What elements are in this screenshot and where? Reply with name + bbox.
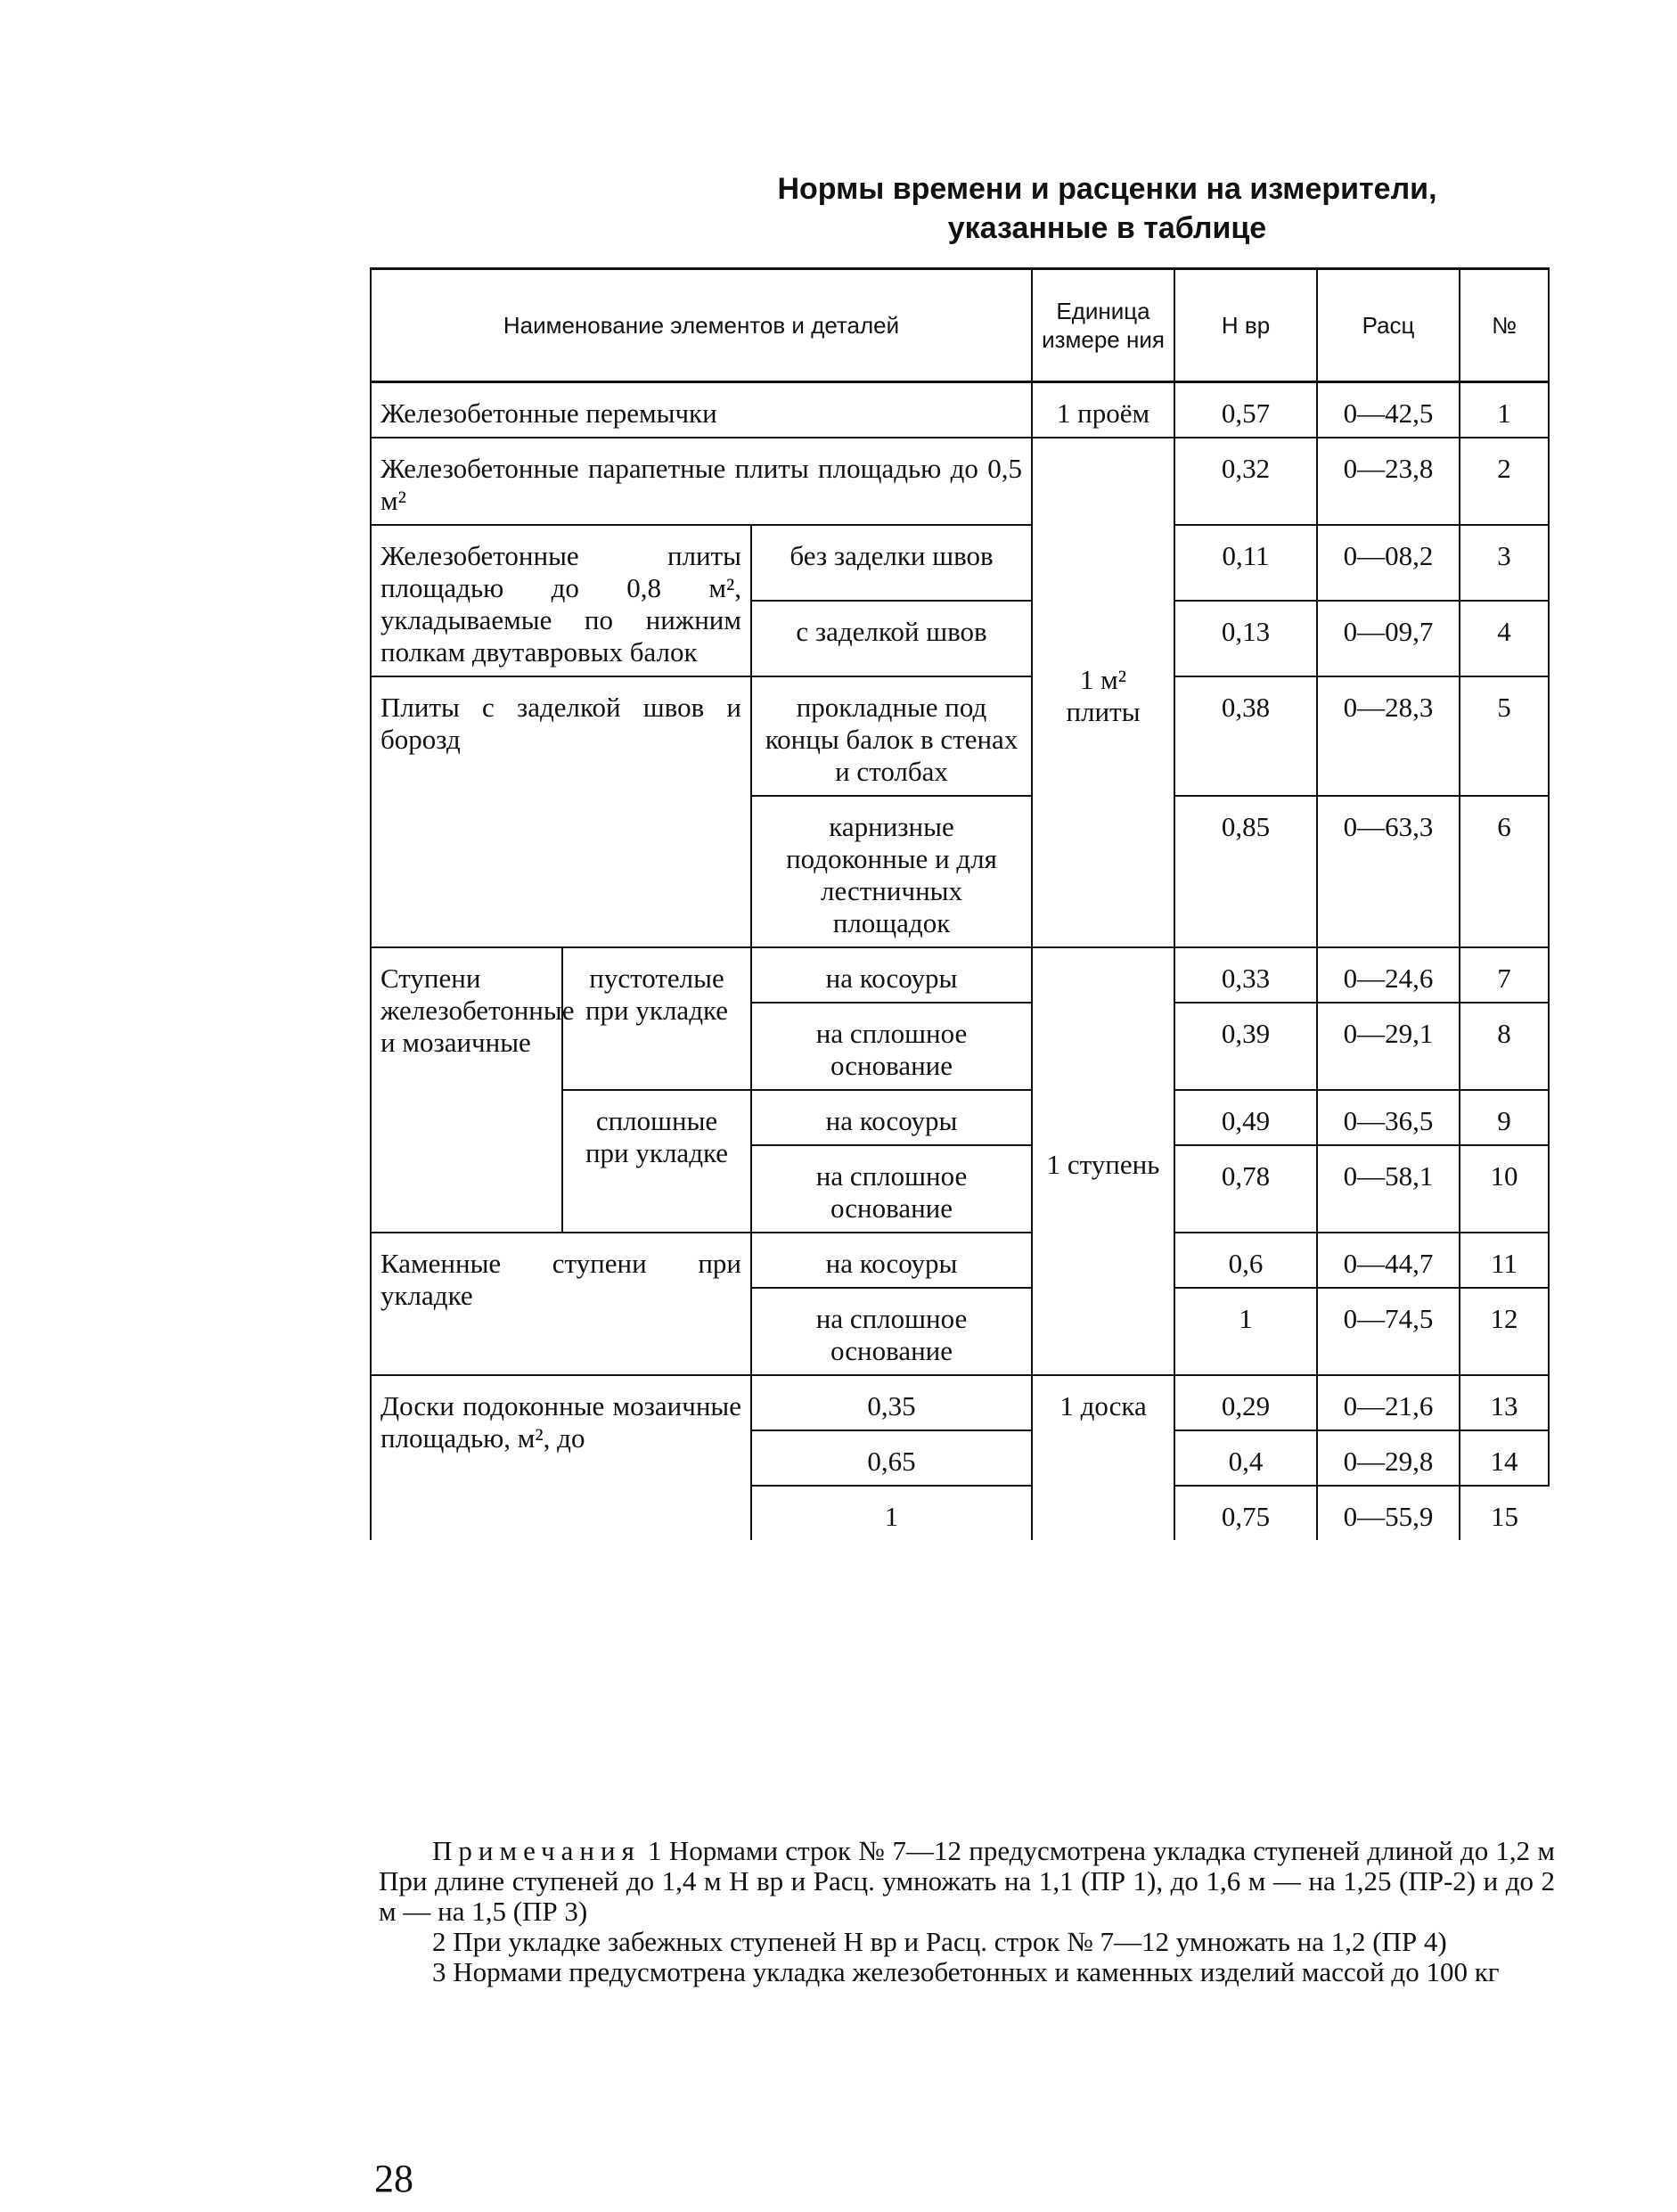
row-8-hvr: 0,39	[1174, 1003, 1317, 1090]
row-12-sub: на сплошное основание	[751, 1288, 1032, 1375]
row-1-name: Железобетонные перемычки	[371, 382, 1032, 438]
note-2: 2 При укладке забежных ступеней Н вр и Расц. строк № 7—12 умножать на 1,2 (ПР 4)	[432, 1926, 1447, 1957]
group-3-name: Железобетонные плиты площадью до 0,8 м², укладываемые по нижним полкам двутавровых балок	[371, 525, 751, 676]
page-number: 28	[374, 2157, 413, 2200]
row-7-hvr: 0,33	[1174, 947, 1317, 1003]
row-8-sub: на сплошное основание	[751, 1003, 1032, 1090]
row-8-rasc: 0—29,1	[1317, 1003, 1460, 1090]
table-title	[0, 169, 1677, 248]
row-5-num: 5	[1460, 676, 1549, 796]
row-5-sub: прокладные под концы балок в стенах и столбах	[751, 676, 1032, 796]
unit-step: 1 ступень	[1032, 947, 1174, 1375]
row-7-num: 7	[1460, 947, 1549, 1003]
row-14-hvr: 0,4	[1174, 1430, 1317, 1486]
row-6-hvr: 0,85	[1174, 796, 1317, 947]
header-unit: Единица измере ния	[1032, 269, 1174, 382]
row-14-rasc: 0—29,8	[1317, 1430, 1460, 1486]
notes-label: Примечания	[432, 1835, 641, 1866]
header-name: Наименование элементов и деталей	[371, 269, 1032, 382]
row-4-rasc: 0—09,7	[1317, 601, 1460, 676]
row-15-sub: 1	[751, 1486, 1032, 1540]
group-13-name: Доски подоконные мозаичные площадью, м², до	[371, 1375, 751, 1540]
row-4-num: 4	[1460, 601, 1549, 676]
row-7-rasc: 0—24,6	[1317, 947, 1460, 1003]
unit-plates: 1 м² плиты	[1032, 438, 1174, 947]
row-2-rasc: 0—23,8	[1317, 438, 1460, 525]
row-9-hvr: 0,49	[1174, 1090, 1317, 1145]
note-1	[379, 1836, 1555, 1927]
table-row	[371, 525, 1549, 601]
row-4-sub: с заделкой швов	[751, 601, 1032, 676]
row-8-num: 8	[1460, 1003, 1549, 1090]
title-line-2: указанные в таблице	[947, 211, 1267, 245]
header-num: №	[1460, 269, 1549, 382]
row-13-hvr: 0,29	[1174, 1375, 1317, 1430]
row-6-rasc: 0—63,3	[1317, 796, 1460, 947]
row-15-rasc: 0—55,9	[1317, 1486, 1460, 1540]
row-10-rasc: 0—58,1	[1317, 1145, 1460, 1233]
norms-table	[370, 267, 1550, 1540]
row-13-sub: 0,35	[751, 1375, 1032, 1430]
group-7-name: Ступени железобетонные и мозаичные	[371, 947, 562, 1233]
row-1-num: 1	[1460, 382, 1549, 438]
row-9-num: 9	[1460, 1090, 1549, 1145]
row-6-sub: карнизные подоконные и для лестничных площадок	[751, 796, 1032, 947]
row-13-rasc: 0—21,6	[1317, 1375, 1460, 1430]
row-15-hvr: 0,75	[1174, 1486, 1317, 1540]
table-row	[371, 676, 1549, 796]
row-5-hvr: 0,38	[1174, 676, 1317, 796]
row-9-rasc: 0—36,5	[1317, 1090, 1460, 1145]
table-row	[371, 438, 1549, 525]
row-11-num: 11	[1460, 1233, 1549, 1288]
row-7-sub: на косоуры	[751, 947, 1032, 1003]
header-rasc: Расц	[1317, 269, 1460, 382]
table-header-row	[371, 269, 1549, 382]
row-12-num: 12	[1460, 1288, 1549, 1375]
group-5-name: Плиты с заделкой швов и борозд	[371, 676, 751, 947]
row-15-num: 15	[1460, 1486, 1549, 1540]
row-12-rasc: 0—74,5	[1317, 1288, 1460, 1375]
note-3: 3 Нормами предусмотрена укладка железобетонных и каменных изделий массой до 100 кг	[432, 1956, 1500, 1987]
hollow-label: пустотелые при укладке	[562, 947, 751, 1090]
row-14-sub: 0,65	[751, 1430, 1032, 1486]
row-10-hvr: 0,78	[1174, 1145, 1317, 1233]
row-11-hvr: 0,6	[1174, 1233, 1317, 1288]
row-3-rasc: 0—08,2	[1317, 525, 1460, 601]
solid-label: сплошные при укладке	[562, 1090, 751, 1233]
unit-board: 1 доска	[1032, 1375, 1174, 1540]
row-13-num: 13	[1460, 1375, 1549, 1430]
row-3-hvr: 0,11	[1174, 525, 1317, 601]
row-12-hvr: 1	[1174, 1288, 1317, 1375]
row-2-hvr: 0,32	[1174, 438, 1317, 525]
row-2-name: Железобетонные парапетные плиты площадью до 0,5 м²	[371, 438, 1032, 525]
row-11-rasc: 0—44,7	[1317, 1233, 1460, 1288]
title-line-1: Нормы времени и расценки на измерители,	[777, 172, 1437, 206]
row-10-sub: на сплошное основание	[751, 1145, 1032, 1233]
header-hvr: Н вр	[1174, 269, 1317, 382]
row-14-num: 14	[1460, 1430, 1549, 1486]
table-row	[371, 947, 1549, 1003]
row-1-rasc: 0—42,5	[1317, 382, 1460, 438]
row-3-num: 3	[1460, 525, 1549, 601]
row-3-sub: без заделки швов	[751, 525, 1032, 601]
table-row	[371, 382, 1549, 438]
table-row	[371, 1233, 1549, 1288]
group-11-name: Каменные ступени при укладке	[371, 1233, 751, 1375]
table-row	[371, 1375, 1549, 1430]
row-4-hvr: 0,13	[1174, 601, 1317, 676]
row-5-rasc: 0—28,3	[1317, 676, 1460, 796]
row-1-hvr: 0,57	[1174, 382, 1317, 438]
row-9-sub: на косоуры	[751, 1090, 1032, 1145]
notes	[379, 1836, 1555, 1987]
row-10-num: 10	[1460, 1145, 1549, 1233]
row-2-num: 2	[1460, 438, 1549, 525]
note-1-text: 1 Нормами строк № 7—12 предусмотрена укладка ступеней длиной до 1,2 м При длине ступеней до 1,4 м Н вр и Расц. умножать на 1,1 (ПР 1), до 1,6 м — на 1,25 (ПР-2) и до 2 м — на 1,5 (ПР 3)	[379, 1835, 1555, 1927]
row-11-sub: на косоуры	[751, 1233, 1032, 1288]
row-1-unit: 1 проём	[1032, 382, 1174, 438]
row-6-num: 6	[1460, 796, 1549, 947]
